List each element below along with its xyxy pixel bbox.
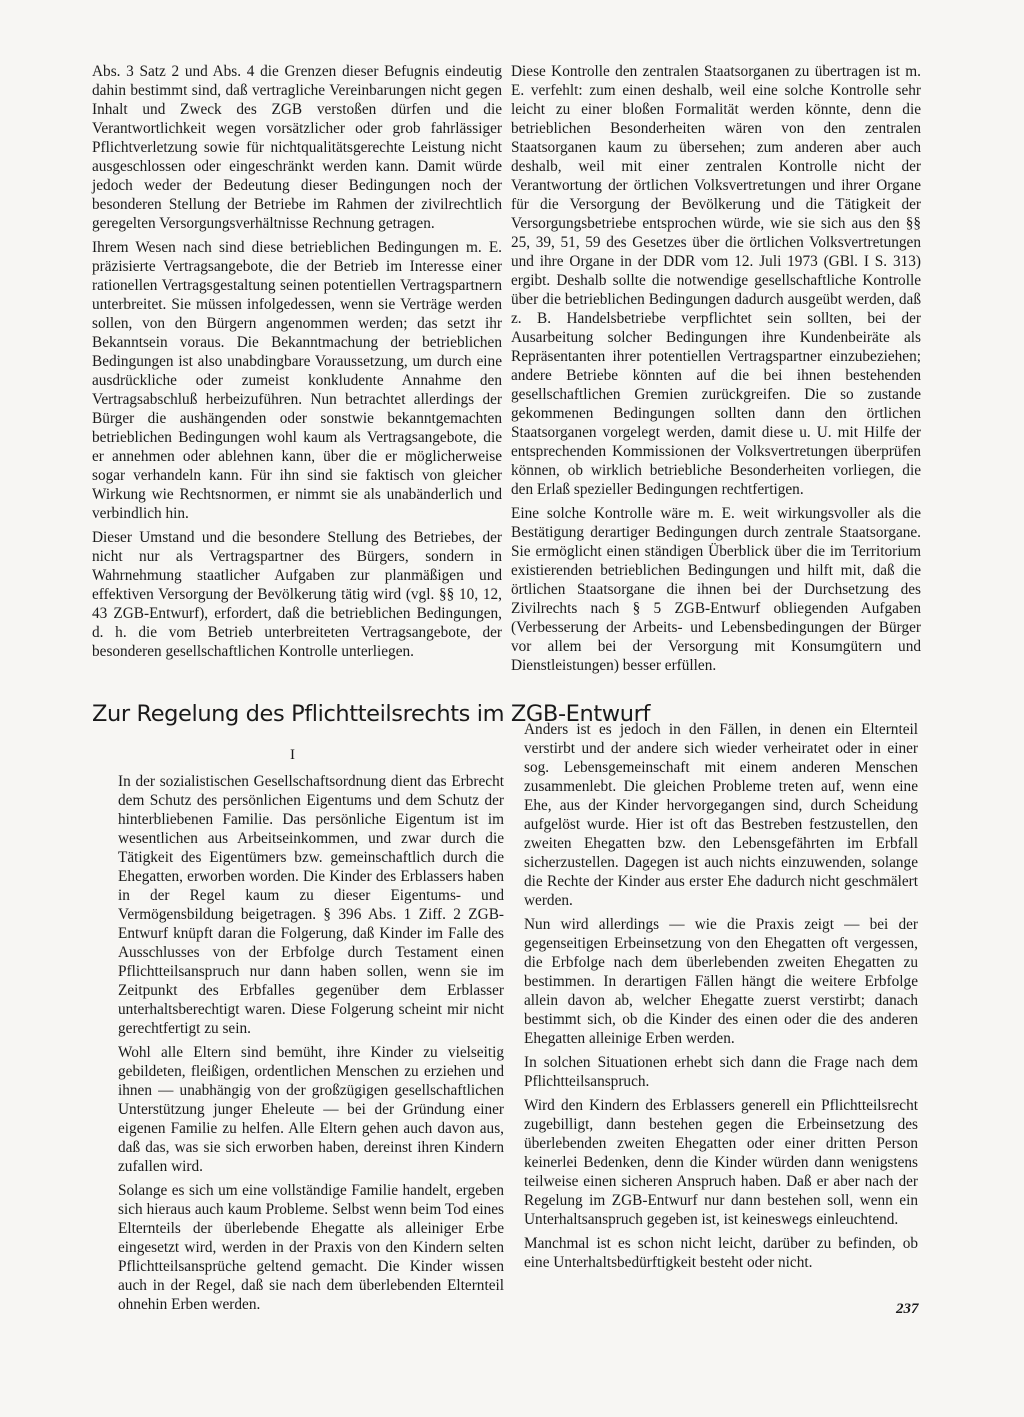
section-number: I — [290, 747, 295, 763]
paragraph: In der sozialistischen Gesellschaftsordnung dient das Erbrecht dem Schutz des persönlichen Eigentums und dem Schutz der hinterbliebenen Familie. Das persönliche Eigentum ist im wesentlichen aus Arbeitseinkommen, und zwar durch die Tätigkeit des Eigentümers bzw. gemeinschaftlich durch die Ehegatten, erworben worden. Die Kinder des Erblassers haben in der Regel kaum zu dieser Eigentums- und Vermögensbildung beigetragen. § 396 Abs. 1 Ziff. 2 ZGB-Entwurf knüpft daran die Folgerung, daß Kinder im Falle des Ausschlusses von der Erbfolge durch Testament einen Pflichtteilsanspruch nur dann haben sollen, wenn sie im Zeitpunkt des Erbfalles gegenüber dem Erblasser unterhaltsberechtigt waren. Diese Folgerung scheint mir nicht gerechtfertigt zu sein. — [118, 773, 504, 1037]
paragraph: Manchmal ist es schon nicht leicht, darüber zu befinden, ob eine Unterhaltsbedürftigkeit besteht oder nicht. — [524, 1235, 918, 1271]
paragraph: Wird den Kindern des Erblassers generell ein Pflichtteilsrecht zugebilligt, dann bestehen gegen die Erbeinsetzung des überlebenden zweiten Ehegatten oder einer dritten Person keinerlei Bedenken, denn die Kinder würden dann wenigstens teilweise einen sicheren Anspruch haben. Daß er aber nach der Regelung im ZGB-Entwurf nur dann bestehen soll, wenn ein Unterhaltsanspruch gegeben ist, ist keineswegs einleuchtend. — [524, 1097, 918, 1228]
article-right-column — [524, 720, 918, 1277]
article-left-column — [118, 772, 504, 1319]
paragraph: Anders ist es jedoch in den Fällen, in denen ein Elternteil verstirbt und der andere sich wieder verheiratet oder in einer sog. Lebensgemeinschaft mit einem anderen Menschen zusammenlebt. Die gleichen Probleme treten auf, wenn eine Ehe, aus der Kinder hervorgegangen sind, durch Scheidung aufgelöst wurde. Hier ist oft das Bestreben festzustellen, den zweiten Ehegatten bzw. den Lebensgefährten im Erbfall sicherzustellen. Dagegen ist auch nichts einzuwenden, solange die Rechte der Kinder aus erster Ehe dadurch nicht geschmälert werden. — [524, 721, 918, 909]
top-right-column — [511, 62, 921, 680]
paragraph: Eine solche Kontrolle wäre m. E. weit wirkungsvoller als die Bestätigung derartiger Bedingungen durch zentrale Staatsorgane. Sie ermöglicht einen ständigen Überblick über die im Territorium existierenden betrieblichen Bedingungen und hilft mit, daß die örtlichen Staatsorgane die ihnen bei der Durchsetzung des Zivilrechts nach § 5 ZGB-Entwurf obliegenden Aufgaben (Verbesserung der Arbeits- und Lebensbedingungen der Bürger vor allem bei der Versorgung mit Konsumgütern und Dienstleistungen) besser erfüllen. — [511, 505, 921, 674]
paragraph: Nun wird allerdings — wie die Praxis zeigt — bei der gegenseitigen Erbeinsetzung von den Ehegatten oft vergessen, die Erbfolge nach dem überlebenden zweiten Ehegatten zu bestimmen. In derartigen Fällen hängt die weitere Erbfolge allein davon ab, welcher Ehegatte zuerst verstirbt; danach bestimmt sich, ob die Kinder des einen oder die des anderen Ehegatten alleinige Erben werden. — [524, 916, 918, 1047]
paragraph: Ihrem Wesen nach sind diese betrieblichen Bedingungen m. E. präzisierte Vertragsangebote, die der Betrieb im Interesse einer rationellen Vertragsgestaltung seinen potentiellen Vertragspartnern unterbreitet. Sie müssen infolgedessen, wenn sie Verträge werden sollen, von den Bürgern angenommen werden; das setzt ihr Bekanntsein voraus. Die Bekanntmachung der betrieblichen Bedingungen ist also unabdingbare Voraussetzung, um durch eine ausdrückliche oder zumeist konkludente Annahme den Vertragsabschluß herbeizuführen. Nun betrachtet allerdings der Bürger die aushängenden oder sonstwie bekanntgemachten betrieblichen Bedingungen wohl kaum als Vertragsangebote, die er annehmen oder ablehnen kann, über die er möglicherweise sogar verhandeln kann. Für ihn sind sie faktisch von gleicher Wirkung wie Rechtsnormen, er nimmt sie als unabänderlich und verbindlich hin. — [92, 239, 502, 522]
paragraph: Dieser Umstand und die besondere Stellung des Betriebes, der nicht nur als Vertragspartner des Bürgers, sondern in Wahrnehmung staatlicher Aufgaben zur planmäßigen und effektiven Versorgung der Bevölkerung tätig wird (vgl. §§ 10, 12, 43 ZGB-Entwurf), erfordert, daß die betrieblichen Bedingungen, d. h. die vom Betrieb unterbreiteten Vertragsangebote, der besonderen gesellschaftlichen Kontrolle unterliegen. — [92, 529, 502, 660]
top-left-column — [92, 62, 502, 666]
paragraph: Diese Kontrolle den zentralen Staatsorganen zu übertragen ist m. E. verfehlt: zum einen deshalb, weil eine solche Kontrolle sehr leicht zu einer bloßen Formalität werden könnte, denn die betrieblichen Besonderheiten wären von den zentralen Staatsorganen kaum zu übersehen; zum anderen aber auch deshalb, weil mit einer zentralen Kontrolle nicht der Verantwortung der örtlichen Volksvertretungen und ihrer Organe für die Versorgung der Bevölkerung und die Tätigkeit der Versorgungsbetriebe entsprochen würde, wie sie sich aus den §§ 25, 39, 51, 59 des Gesetzes über die örtlichen Volksvertretungen und ihre Organe in der DDR vom 12. Juli 1973 (GBl. I S. 313) ergibt. Deshalb sollte die notwendige gesellschaftliche Kontrolle über die betrieblichen Bedingungen dadurch ausgeübt werden, daß z. B. Handelsbetriebe verpflichtet sein sollten, bei der Ausarbeitung solcher Bedingungen ihre Kundenbeiräte als Repräsentanten ihrer potentiellen Vertragspartner einzubeziehen; andere Betriebe könnten auf die bei ihnen bestehenden gesellschaftlichen Gremien zurückgreifen. Die so zustande gekommenen Bedingungen sollten dann den örtlichen Staatsorganen vorgelegt werden, damit diese u. U. mit Hilfe der entsprechenden Kommissionen der Volksvertretungen überprüfen können, ob wirklich betriebliche Besonderheiten vorliegen, die den Erlaß spezieller Bedingungen rechtfertigen. — [511, 63, 921, 498]
paragraph: Abs. 3 Satz 2 und Abs. 4 die Grenzen dieser Befugnis eindeutig dahin bestimmt sind, daß vertragliche Vereinbarungen nicht gegen Inhalt und Zweck des ZGB verstoßen dürfen und die Verantwortlichkeit wegen vorsätzlicher oder grob fahrlässiger Pflichtverletzung sowie für nichtqualitätsgerechte Leistung nicht ausgeschlossen oder eingeschränkt werden kann. Damit würde jedoch weder der Bedeutung dieser Bedingungen noch der besonderen Stellung der Betriebe im Rahmen der zivilrechtlich geregelten Versorgungsverhältnisse Rechnung getragen. — [92, 63, 502, 232]
paragraph: Wohl alle Eltern sind bemüht, ihre Kinder zu vielseitig gebildeten, fleißigen, ordentlichen Menschen zu erziehen und ihnen — unabhängig von der großzügigen gesellschaftlichen Unterstützung junger Eheleute — bei der Gründung einer eigenen Familie zu helfen. Alle Eltern gehen auch davon aus, daß das, was sie sich erworben haben, dereinst ihren Kindern zufallen wird. — [118, 1044, 504, 1175]
paragraph: In solchen Situationen erhebt sich dann die Frage nach dem Pflichtteilsanspruch. — [524, 1054, 918, 1090]
paragraph: Solange es sich um eine vollständige Familie handelt, ergeben sich hieraus auch kaum Probleme. Selbst wenn beim Tod eines Elternteils der überlebende Ehegatte als alleiniger Erbe eingesetzt wird, werden in der Praxis von den Kindern selten Pflichtteilsansprüche geltend gemacht. Die Kinder wissen auch in der Regel, daß sie nach dem überlebenden Elternteil ohnehin Erben werden. — [118, 1182, 504, 1313]
article-title: Zur Regelung des Pflichtteilsrechts im ZGB-Entwurf — [92, 701, 650, 727]
page-number: 237 — [896, 1301, 919, 1317]
